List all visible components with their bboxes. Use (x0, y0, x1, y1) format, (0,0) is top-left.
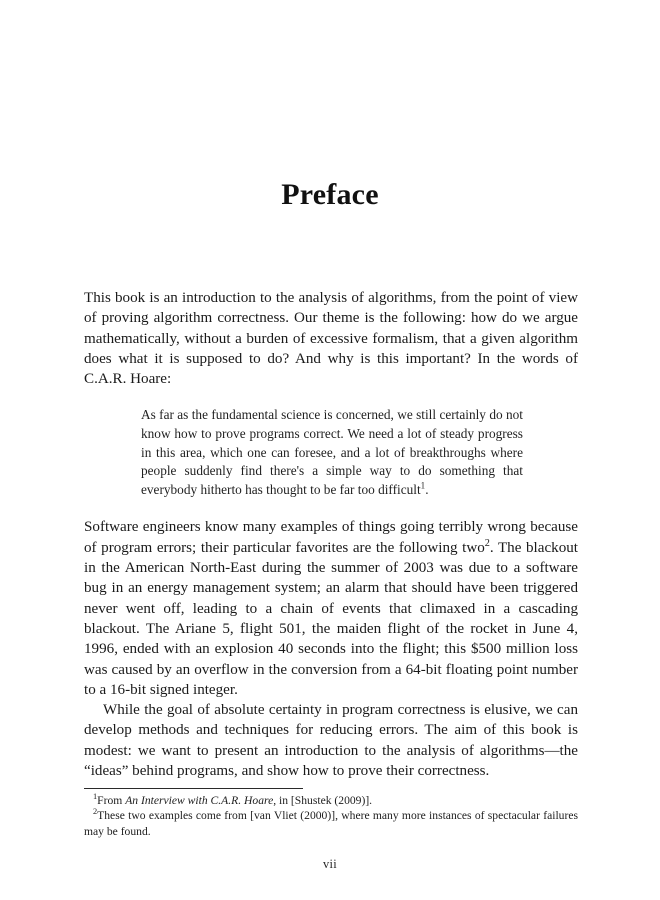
paragraph-2 (84, 517, 578, 700)
paragraph-2-part-a: Software engineers know many examples of things going terribly wrong because of program errors; their particular favorites are the following two (84, 519, 578, 556)
blockquote-hoare (141, 406, 523, 499)
paragraph-2-part-b: . The blackout in the American North-East during the summer of 2003 was due to a software bug in an energy management system; an alarm that should have been triggered never went off, leading to a chain of events that climaxed in a cascading blackout. The Ariane 5, flight 501, the maiden flight of the rocket in June 4, 1996, ended with an explosion 40 seconds into the flight; this $500 million loss was caused by an overflow in the conversion from a 64-bit floating point number to a 16-bit signed integer. (84, 539, 578, 698)
blockquote-footnote-ref[interactable]: 1 (420, 480, 426, 491)
blockquote-text: As far as the fundamental science is concerned, we still certainly do not know how to prove programs correct. We need a lot of steady progress in this area, which one can foresee, and a lot of breakthroughs where people suddenly find there's a simple way to do something that everybody hitherto has thought to be far too difficult (141, 407, 523, 497)
footnotes-section (84, 788, 578, 839)
spacer (84, 499, 578, 517)
footnote-separator-rule (84, 788, 303, 789)
footnote-1-text-after: , in [Shustek (2009)]. (273, 794, 373, 807)
footnote-1-marker: 1 (93, 792, 98, 802)
blockquote-tail: . (425, 481, 429, 497)
paragraph-3: While the goal of absolute certainty in program correctness is elusive, we can develop methods and techniques for reducing errors. The aim of this book is modest: we want to present an introduction to the analysis of algorithms—the “ideas” behind programs, and show how to prove their correctness. (84, 702, 578, 780)
page-title: Preface (281, 178, 379, 212)
footnote-1-title: An Interview with C.A.R. Hoare (125, 794, 274, 807)
page-number: vii (323, 857, 337, 871)
body-text-block (84, 288, 578, 781)
footnote-1-text-before: From (97, 794, 126, 807)
paragraph-2-footnote-ref[interactable]: 2 (484, 537, 490, 549)
footnote-1 (84, 793, 578, 808)
footnote-2 (84, 808, 578, 839)
paragraph-1: This book is an introduction to the analysis of algorithms, from the point of view of proving algorithm correctness. Our theme is the following: how do we argue mathematically, without a burden of excessive formalism, that a given algorithm does what it is supposed to do? And why is this important? In the words of C.A.R. Hoare: (84, 290, 578, 388)
footnote-2-text: These two examples come from [van Vliet (2000)], where many more instances of spectacular failures may be found. (84, 809, 578, 838)
footnote-2-marker: 2 (93, 807, 98, 817)
